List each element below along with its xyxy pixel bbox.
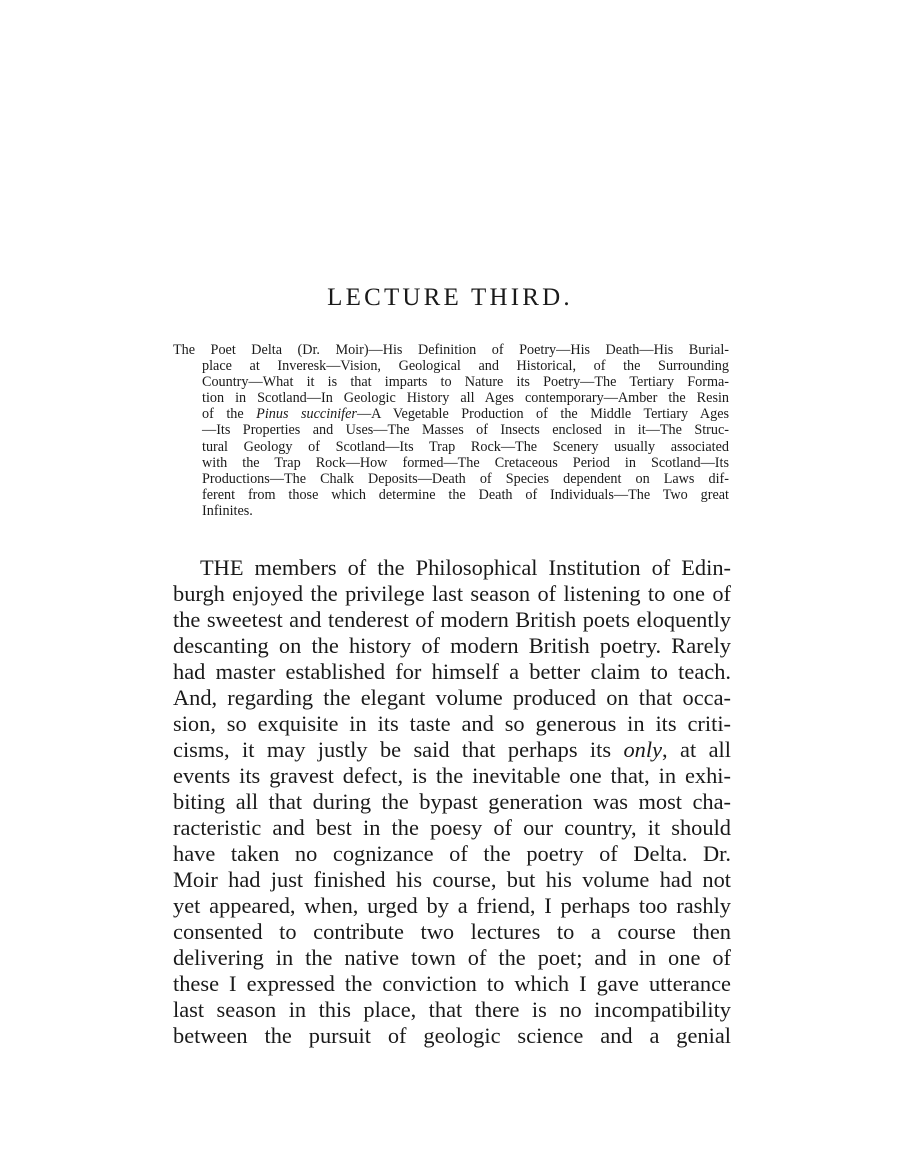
body-paragraph — [173, 555, 731, 1049]
summary-text: —A Vegetable Production of the Middle Tertiary Ages — [356, 406, 730, 423]
body-line: events its gravest defect, is the inevitable one that, in exhi- — [173, 763, 731, 788]
summary-line: —Its Properties and Uses—The Masses of Insects enclosed in it—The Struc- — [202, 422, 729, 439]
summary-line: ferent from those which determine the Death of Individuals—The Two great — [202, 486, 729, 503]
body-line: Moir had just finished his course, but his volume had not — [173, 867, 731, 892]
italic-species-name: Pinus succinifer — [256, 406, 357, 423]
summary-line: The Poet Delta (Dr. Moir)—His Definition of Poetry—His Death—His Burial- — [173, 342, 729, 358]
summary-line: place at Inveresk—Vision, Geological and Historical, of the Surrounding — [202, 358, 729, 375]
italic-emphasis: only — [623, 737, 663, 762]
body-line: delivering in the native town of the poet; and in one of — [173, 945, 731, 970]
body-line: biting all that during the bypast generation was most cha- — [173, 789, 731, 814]
chapter-summary — [173, 342, 729, 519]
body-line: sion, so exquisite in its taste and so generous in its criti- — [173, 711, 731, 736]
body-line: burgh enjoyed the privilege last season of listening to one of — [173, 581, 731, 606]
summary-line: Infinites. — [202, 502, 253, 519]
summary-line: tion in Scotland—In Geologic History all Ages contemporary—Amber the Resin — [202, 390, 729, 407]
lecture-heading: LECTURE THIRD. — [327, 284, 573, 311]
body-line: have taken no cognizance of the poetry of Delta. Dr. — [173, 841, 731, 866]
body-line: last season in this place, that there is no incompatibility — [173, 997, 731, 1022]
summary-line — [173, 406, 729, 422]
body-line: And, regarding the elegant volume produced on that occa- — [173, 685, 731, 710]
body-line: had master established for himself a better claim to teach. — [173, 659, 731, 684]
summary-line: Country—What it is that imparts to Nature its Poetry—The Tertiary Forma- — [202, 374, 729, 391]
body-text: cisms, it may justly be said that perhaps its — [173, 737, 624, 762]
body-line: the sweetest and tenderest of modern British poets eloquently — [173, 607, 731, 632]
body-text: members of the Philosophical Institution of Edin- — [243, 555, 731, 580]
body-line: yet appeared, when, urged by a friend, I perhaps too rashly — [173, 893, 731, 918]
summary-text: of the — [202, 406, 257, 423]
summary-line: Productions—The Chalk Deposits—Death of Species dependent on Laws dif- — [202, 470, 729, 487]
body-line — [173, 737, 731, 763]
summary-line: tural Geology of Scotland—Its Trap Rock—The Scenery usually associated — [202, 438, 729, 455]
body-line: consented to contribute two lectures to a course then — [173, 919, 731, 944]
body-line — [173, 555, 731, 581]
body-text: , at all — [662, 737, 731, 762]
drop-word: THE — [200, 555, 244, 580]
body-line: these I expressed the conviction to which I gave utterance — [173, 971, 731, 996]
summary-line: with the Trap Rock—How formed—The Cretaceous Period in Scotland—Its — [202, 454, 729, 471]
body-line: between the pursuit of geologic science and a genial — [173, 1023, 731, 1048]
body-line: descanting on the history of modern British poetry. Rarely — [173, 633, 731, 658]
body-line: racteristic and best in the poesy of our country, it should — [173, 815, 731, 840]
